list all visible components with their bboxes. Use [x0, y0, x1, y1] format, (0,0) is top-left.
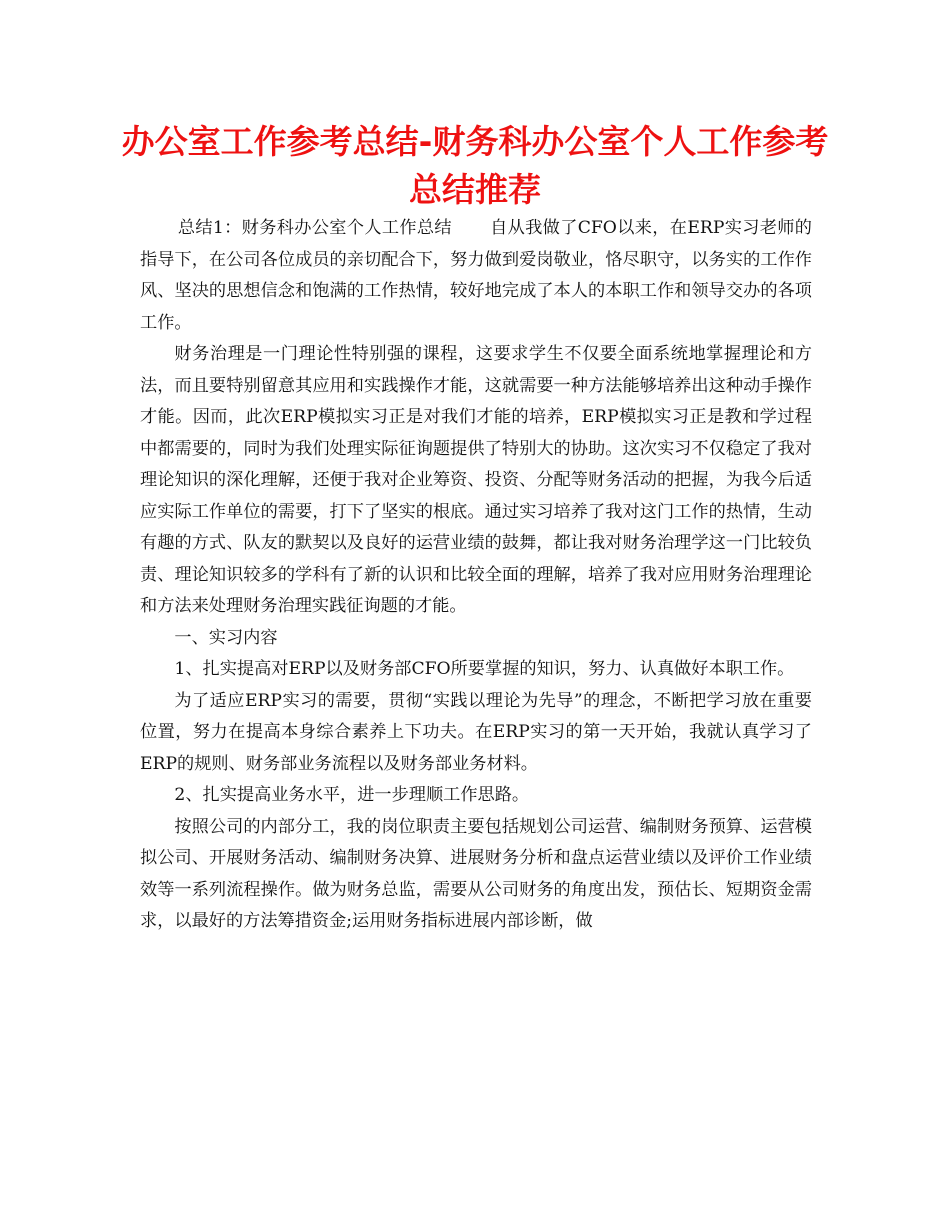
document-body — [140, 213, 812, 938]
intro-heading: 总结1：财务科办公室个人工作总结 — [177, 218, 452, 238]
section-heading-internship-content: 一、实习内容 — [174, 627, 278, 648]
intro-paragraph — [140, 213, 812, 339]
paragraph-point-1: 1、扎实提高对ERP以及财务部CFO所要掌握的知识，努力、认真做好本职工作。 — [174, 659, 795, 679]
intro-text: 自从我做了CFO以来，在ERP实习老师的指导下，在公司各位成员的亲切配合下，努力做到爱岗敬业，恪尽职守，以务实的工作作风、坚决的思想信念和饱满的工作热情，较好地完成了本人的本职工作和领导交办的各项工作。 — [140, 218, 812, 333]
paragraph-point-2: 2、扎实提高业务水平，进一步理顺工作思路。 — [174, 785, 530, 805]
paragraph-job-duties: 按照公司的内部分工，我的岗位职责主要包括规划公司运营、编制财务预算、运营模拟公司、开展财务活动、编制财务决算、进展财务分析和盘点运营业绩以及评价工作业绩效等一系列流程操作。做为财务总监，需要从公司财务的角度出发，预估长、短期资金需求，以最好的方法筹措资金;运用财务指标进展内部诊断，做 — [140, 816, 812, 931]
paragraph-financial-management: 财务治理是一门理论性特别强的课程，这要求学生不仅要全面系统地掌握理论和方法，而且要特别留意其应用和实践操作才能，这就需要一种方法能够培养出这种动手操作才能。因而，此次ERP模拟实习正是对我们才能的培养，ERP模拟实习正是教和学过程中都需要的，同时为我们处理实际征询题提供了特别大的协助。这次实习不仅稳定了我对理论知识的深化理解，还便于我对企业筹资、投资、分配等财务活动的把握，为我今后适应实际工作单位的需要，打下了坚实的根底。通过实习培养了我对这门工作的热情，生动有趣的方式、队友的默契以及良好的运营业绩的鼓舞，都让我对财务治理学这一门比较负责、理论知识较多的学科有了新的认识和比较全面的理解，培养了我对应用财务治理理论和方法来处理财务治理实践征询题的才能。 — [140, 344, 812, 616]
document-title: 办公室工作参考总结-财务科办公室个人工作参考总结推荐 — [121, 122, 829, 209]
paragraph-erp-study: 为了适应ERP实习的需要，贯彻“实践以理论为先导”的理念，不断把学习放在重要位置，努力在提高本身综合素养上下功夫。在ERP实习的第一天开始，我就认真学习了ERP的规则、财务部业务流程以及财务部业务材料。 — [140, 690, 812, 774]
